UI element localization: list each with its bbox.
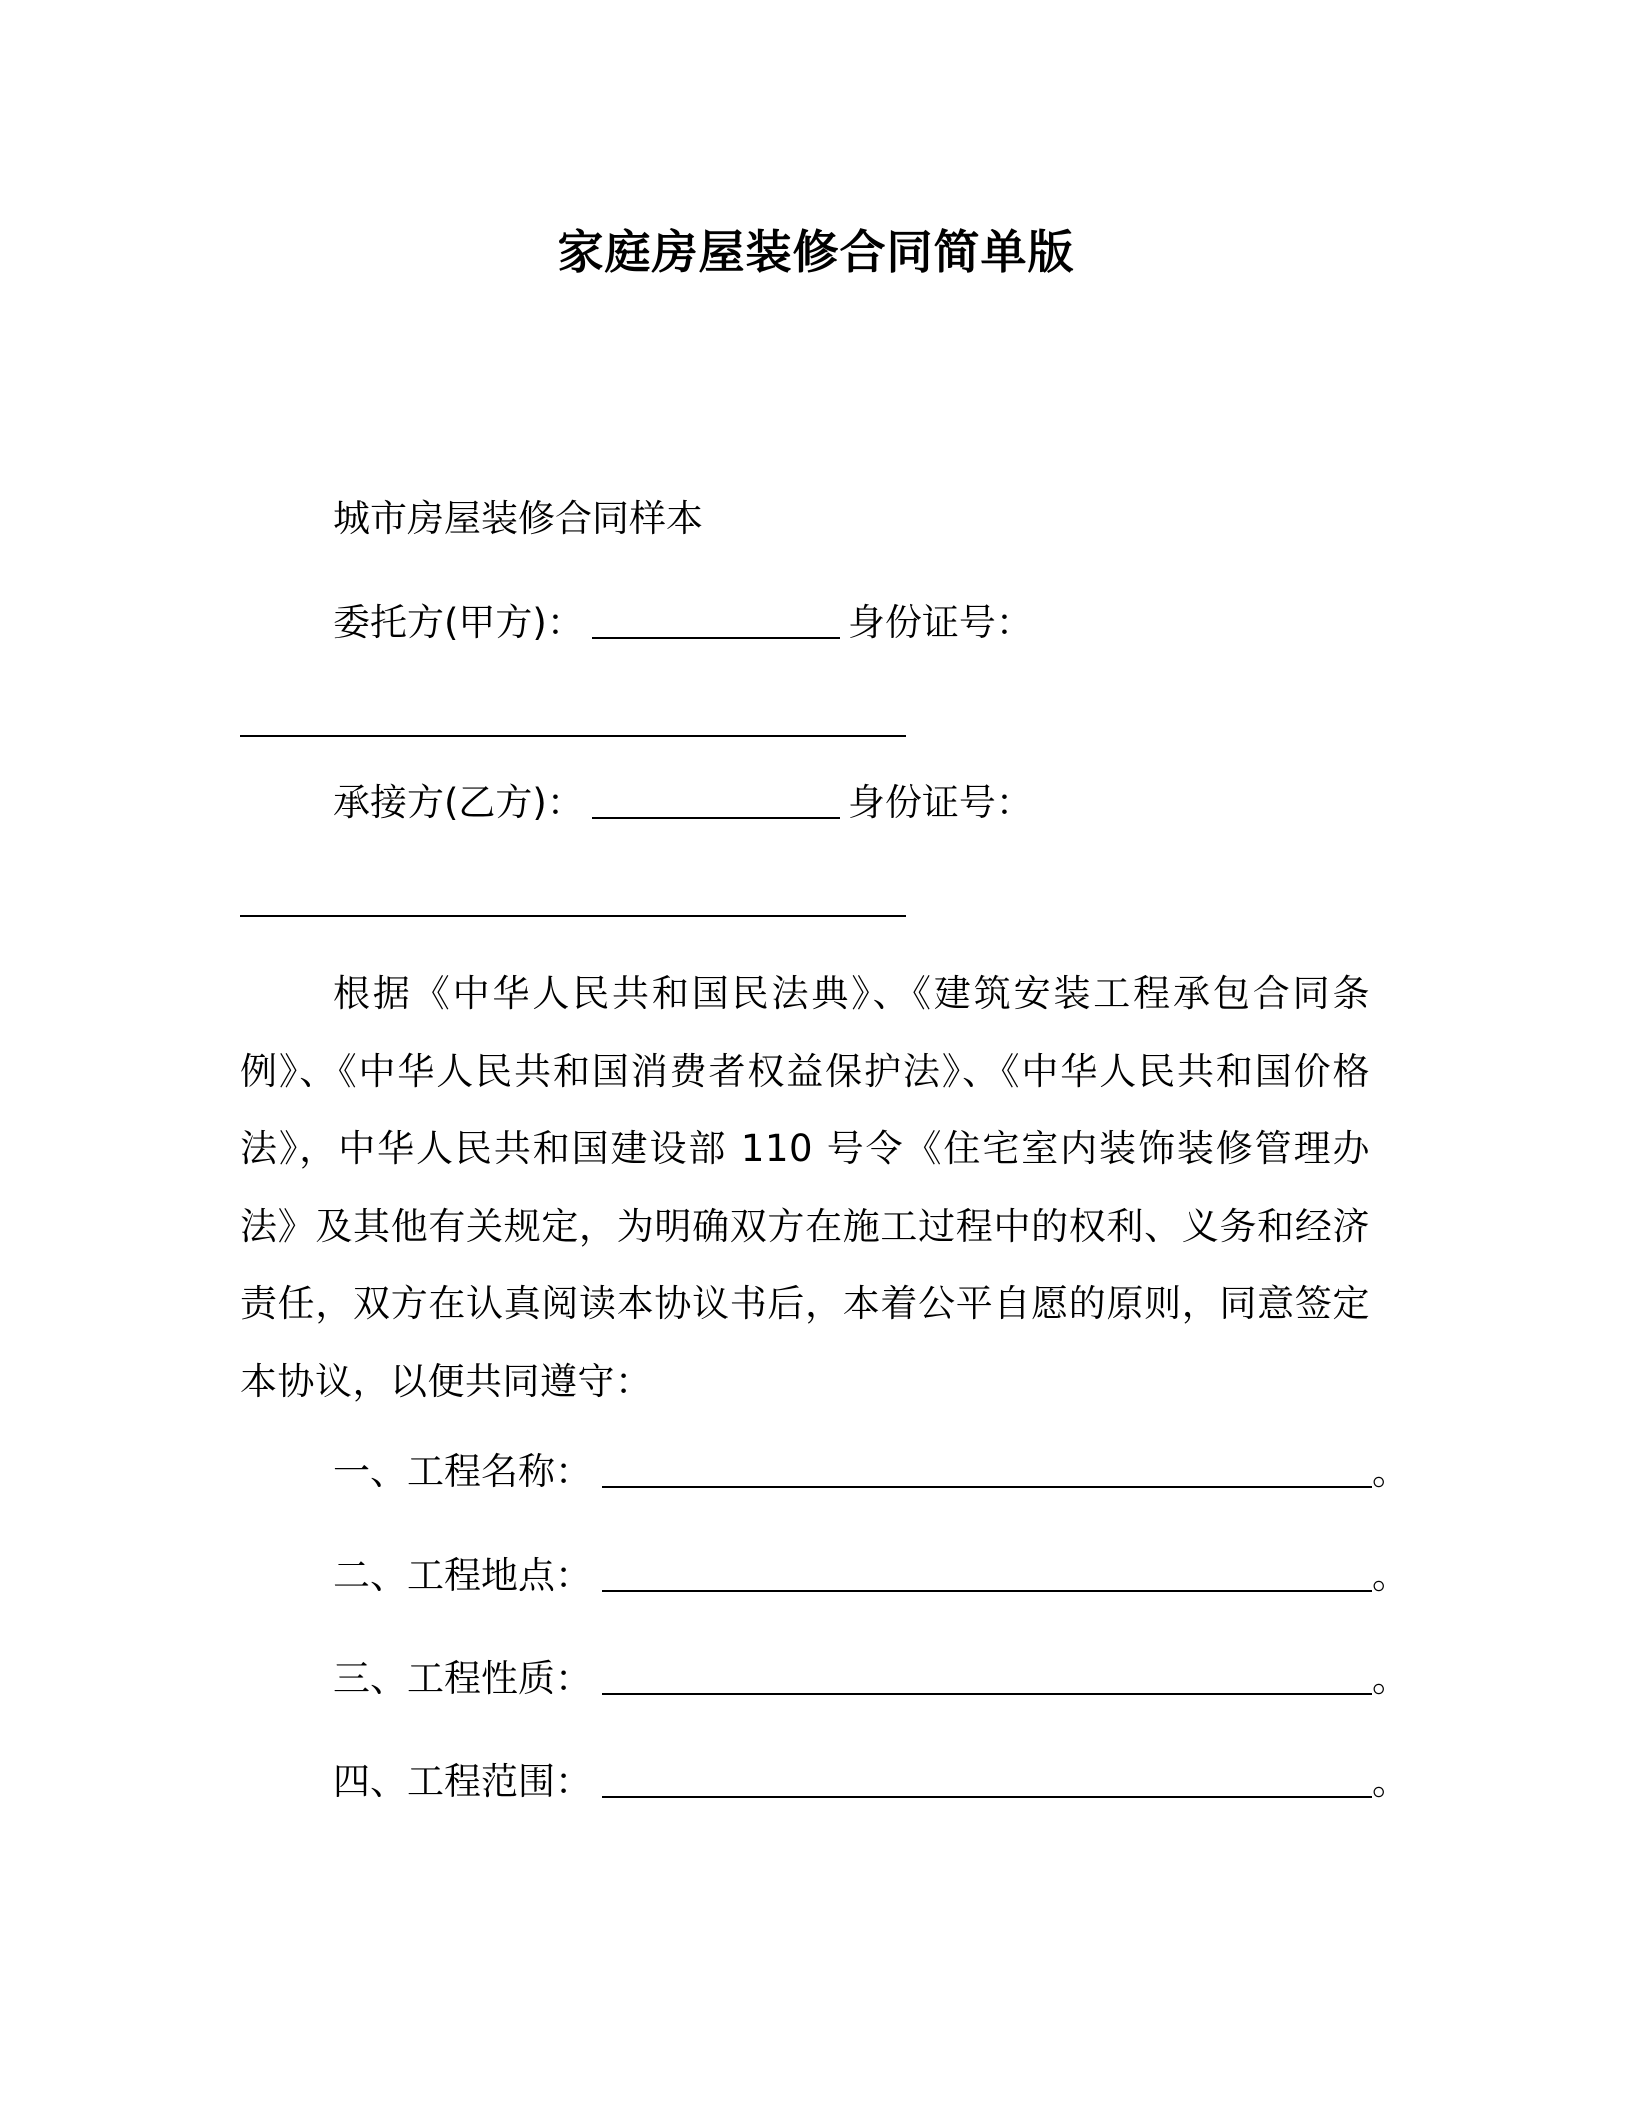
clause-end: 。	[1372, 1657, 1409, 1700]
clause-end: 。	[1372, 1760, 1409, 1803]
clause-project-location	[333, 1551, 1409, 1601]
party-a-line	[333, 598, 1033, 648]
document-subtitle: 城市房屋装修合同样本	[333, 497, 703, 540]
clause-end: 。	[1372, 1554, 1409, 1597]
clause-blank	[602, 1659, 1372, 1695]
clause-label: 三、工程性质：	[333, 1657, 592, 1700]
clause-label: 一、工程名称：	[333, 1450, 592, 1493]
clause-blank	[602, 1556, 1372, 1592]
clause-blank	[602, 1452, 1372, 1488]
party-b-id-line	[240, 876, 906, 926]
clause-project-name	[333, 1447, 1409, 1497]
preamble-paragraph: 根据《中华人民共和国民法典》、《建筑安装工程承包合同条例》、《中华人民共和国消费者权益保护法》、《中华人民共和国价格法》，中华人民共和国建设部 110 号令《住宅室内装饰装修管理办法》及其他有关规定，为明确双方在施工过程中的权利、义务和经济责任，双方在认真阅读本协议书后，本着公平自愿的原则，同意签定本协议，以便共同遵守：	[240, 972, 1370, 1403]
party-b-line	[333, 778, 1033, 828]
clause-label: 二、工程地点：	[333, 1554, 592, 1597]
clause-project-scope	[333, 1757, 1409, 1807]
party-a-id-blank	[240, 715, 906, 737]
party-a-id-line	[240, 696, 906, 746]
party-b-label: 承接方(乙方)：	[333, 781, 584, 824]
document-title: 家庭房屋装修合同简单版	[557, 225, 1075, 279]
party-a-label: 委托方(甲方)：	[333, 601, 584, 644]
party-a-id-label: 身份证号：	[847, 601, 1033, 644]
clause-blank	[602, 1762, 1372, 1798]
clause-project-nature	[333, 1654, 1409, 1704]
clause-label: 四、工程范围：	[333, 1760, 592, 1803]
party-a-name-blank	[592, 603, 840, 639]
party-b-id-blank	[240, 895, 906, 917]
party-b-id-label: 身份证号：	[847, 781, 1033, 824]
party-b-name-blank	[592, 783, 840, 819]
clause-end: 。	[1372, 1450, 1409, 1493]
